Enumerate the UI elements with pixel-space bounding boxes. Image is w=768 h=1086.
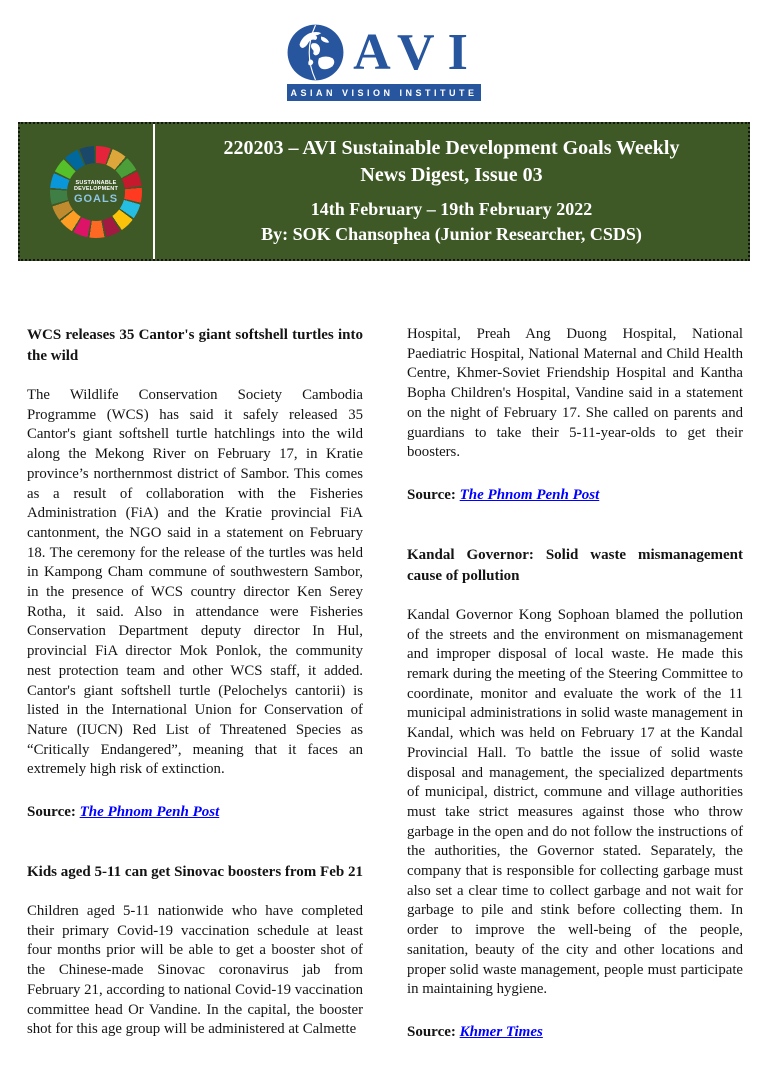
sdg-wheel-center bbox=[67, 163, 125, 221]
globe-icon bbox=[287, 24, 344, 81]
article-sinovac-boosters bbox=[27, 862, 363, 1040]
avi-logo-row bbox=[287, 24, 481, 81]
source-line bbox=[27, 802, 363, 822]
source-label: Source: bbox=[407, 486, 456, 503]
sdg-label-line1: SUSTAINABLE bbox=[75, 179, 117, 186]
sdg-label-line2: DEVELOPMENT bbox=[73, 186, 119, 192]
source-line bbox=[407, 485, 743, 505]
article-heading: WCS releases 35 Cantor's giant softshell turtles into the wild bbox=[27, 327, 363, 364]
source-line bbox=[407, 1022, 743, 1042]
left-column bbox=[27, 325, 363, 1082]
issue-date-range: 14th February – 19th February 2022 bbox=[310, 199, 593, 219]
issue-byline: By: SOK Chansophea (Junior Researcher, CSDS) bbox=[261, 224, 642, 244]
article-heading: Kandal Governor: Solid waste mismanagement cause of pollution bbox=[407, 546, 743, 584]
article-body: Hospital, Preah Ang Duong Hospital, National Paediatric Hospital, National Maternal and Child Health Centre, Khmer-Soviet Friendship Hospital and Kantha Bopha Children's Hospital, Vandine said in a statement on the night of February 17. She called on parents and guardians to take their 5-11-year-olds to get their boosters. bbox=[407, 326, 743, 461]
source-link-khmer-times[interactable]: Khmer Times bbox=[459, 1023, 543, 1040]
source-link-phnom-penh-post[interactable]: The Phnom Penh Post bbox=[459, 486, 600, 503]
institute-name-bar: ASIAN VISION INSTITUTE bbox=[287, 84, 481, 101]
article-body: The Wildlife Conservation Society Cambodia Programme (WCS) has said it safely released 35 Cantor's giant softshell turtle hatchlings into the wild along the Mekong River on February 17, in Kratie province’s northernmost district of Sambor. This comes as a result of collaboration with the Fisheries Administration (FiA) and the Kratie provincial FiA cantonment, the NGO said in a statement on February 18. The ceremony for the release of the turtles was held in Kampong Cham commune of southwestern Sambor, in the presence of WCS country director Ken Serey Rotha, it said. Also in attendance were Fisheries Conservation Department deputy director In Hul, provincial FiA director Mok Ponlok, the community nest protection team and other WCS staff, it added. Cantor's giant softshell turtle (Pelochelys cantorii) is listed in the International Union for Conservation of Nature (IUCN) Red List of Threatened Species as “Critically Endangered”, meaning that it faces an extremely high risk of extinction. bbox=[27, 387, 363, 778]
issue-title-line1: 220203 – AVI Sustainable Development Goals Weekly bbox=[223, 137, 680, 159]
article-kandal-waste bbox=[407, 545, 743, 1042]
article-body: Kandal Governor Kong Sophoan blamed the pollution of the streets and the environment on mismanagement and improper disposal of local waste. He made this remark during the meeting of the Steering Committee to coordinate, monitor and evaluate the work of the 11 municipal administrations in solid waste management in Kandal, which was held on February 17 at the Kandal Provincial Hall. To battle the issue of solid waste disposal and management, the specialized departments of municipal, district, commune and village authorities must take strict measures against those who throw garbage in the open and do not follow the instructions of the authorities, the Governor stated. Separately, the company that is responsible for collecting garbage must also set a clear time to collect garbage and not wait for garbage to pile and stink before collecting them. In order to improve the well-being of the people, sanitation, beauty of the city and other locations and proper solid waste management, people must participate in maintaining hygiene. bbox=[407, 606, 743, 998]
article-wcs-turtles bbox=[27, 325, 363, 822]
source-label: Source: bbox=[407, 1023, 456, 1040]
source-link-phnom-penh-post[interactable]: The Phnom Penh Post bbox=[79, 804, 220, 821]
masthead bbox=[0, 0, 768, 101]
banner-text-zone bbox=[155, 124, 748, 259]
avi-logo-text: AVI bbox=[353, 23, 481, 81]
article-body: Children aged 5-11 nationwide who have completed their primary Covid-19 vaccination schedule at least four months prior will be able to get a booster shot of the Chinese-made Sinovac coronavirus jab from February 21, according to national Covid-19 vaccination committee head Or Vandine. In the capital, the booster shot for this age group will be administered at Calmette bbox=[27, 903, 363, 1038]
issue-title-line2: News Digest, Issue 03 bbox=[360, 164, 543, 186]
issue-banner bbox=[18, 122, 750, 261]
articles-content bbox=[0, 261, 768, 1082]
article-heading: Kids aged 5-11 can get Sinovac boosters from Feb 21 bbox=[27, 864, 363, 881]
right-column bbox=[407, 325, 743, 1082]
issue-title bbox=[155, 135, 748, 189]
sdg-label-goals: GOALS bbox=[73, 192, 119, 205]
article-sinovac-boosters-continued bbox=[407, 325, 743, 505]
source-label: Source: bbox=[27, 804, 76, 821]
sdg-logo-zone bbox=[20, 124, 153, 259]
sdg-wheel-logo bbox=[50, 146, 142, 238]
avi-logo bbox=[287, 24, 481, 101]
